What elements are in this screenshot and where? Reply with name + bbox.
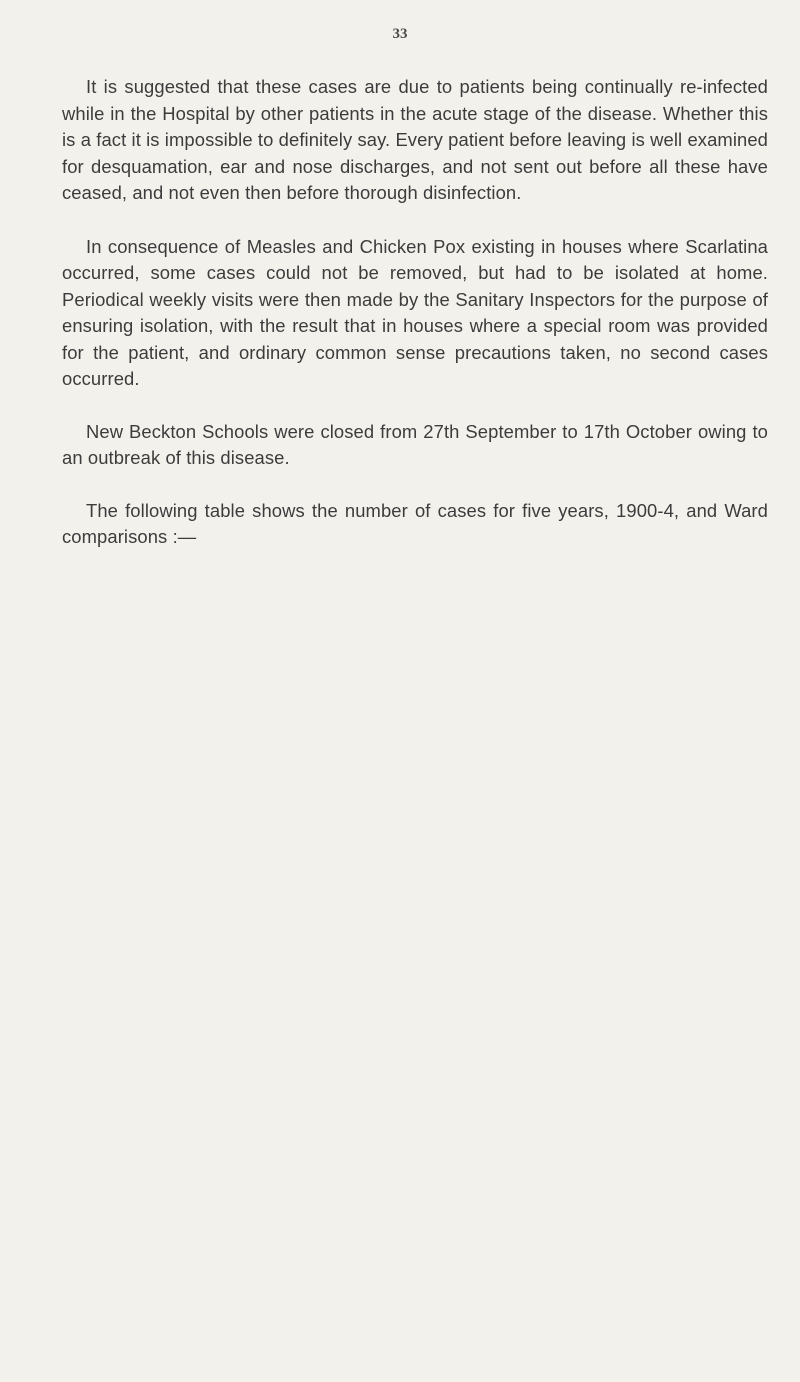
paragraph-table-intro: The following table shows the number of cases for five years, 1900-4, and Ward comparisons :—	[62, 499, 768, 547]
paragraph-reinfection: It is suggested that these cases are due to patients being continually re-infected while in the Hospital by other patients in the acute stage of the disease. Whether this is a fact it is impossible to definitely say. Every patient before leaving is well examined for desquamation, ear and nose discharges, and not sent out before all these have ceased, and not even then before thorough disinfection.	[62, 76, 768, 203]
page-number: 33	[392, 26, 408, 42]
paragraph-school-closure: New Beckton Schools were closed from 27th September to 17th October owing to an outbreak of this disease.	[62, 420, 768, 468]
paragraph-home-isolation: In consequence of Measles and Chicken Pox existing in houses where Scarlatina occurred, some cases could not be removed, but had to be isolated at home. Periodical weekly visits were then made by the Sanitary Inspectors for the purpose of ensuring isolation, with the result that in houses where a special room was provided for the patient, and ordinary common sense precautions taken, no second cases occurred.	[62, 235, 768, 389]
body-text	[62, 74, 768, 551]
